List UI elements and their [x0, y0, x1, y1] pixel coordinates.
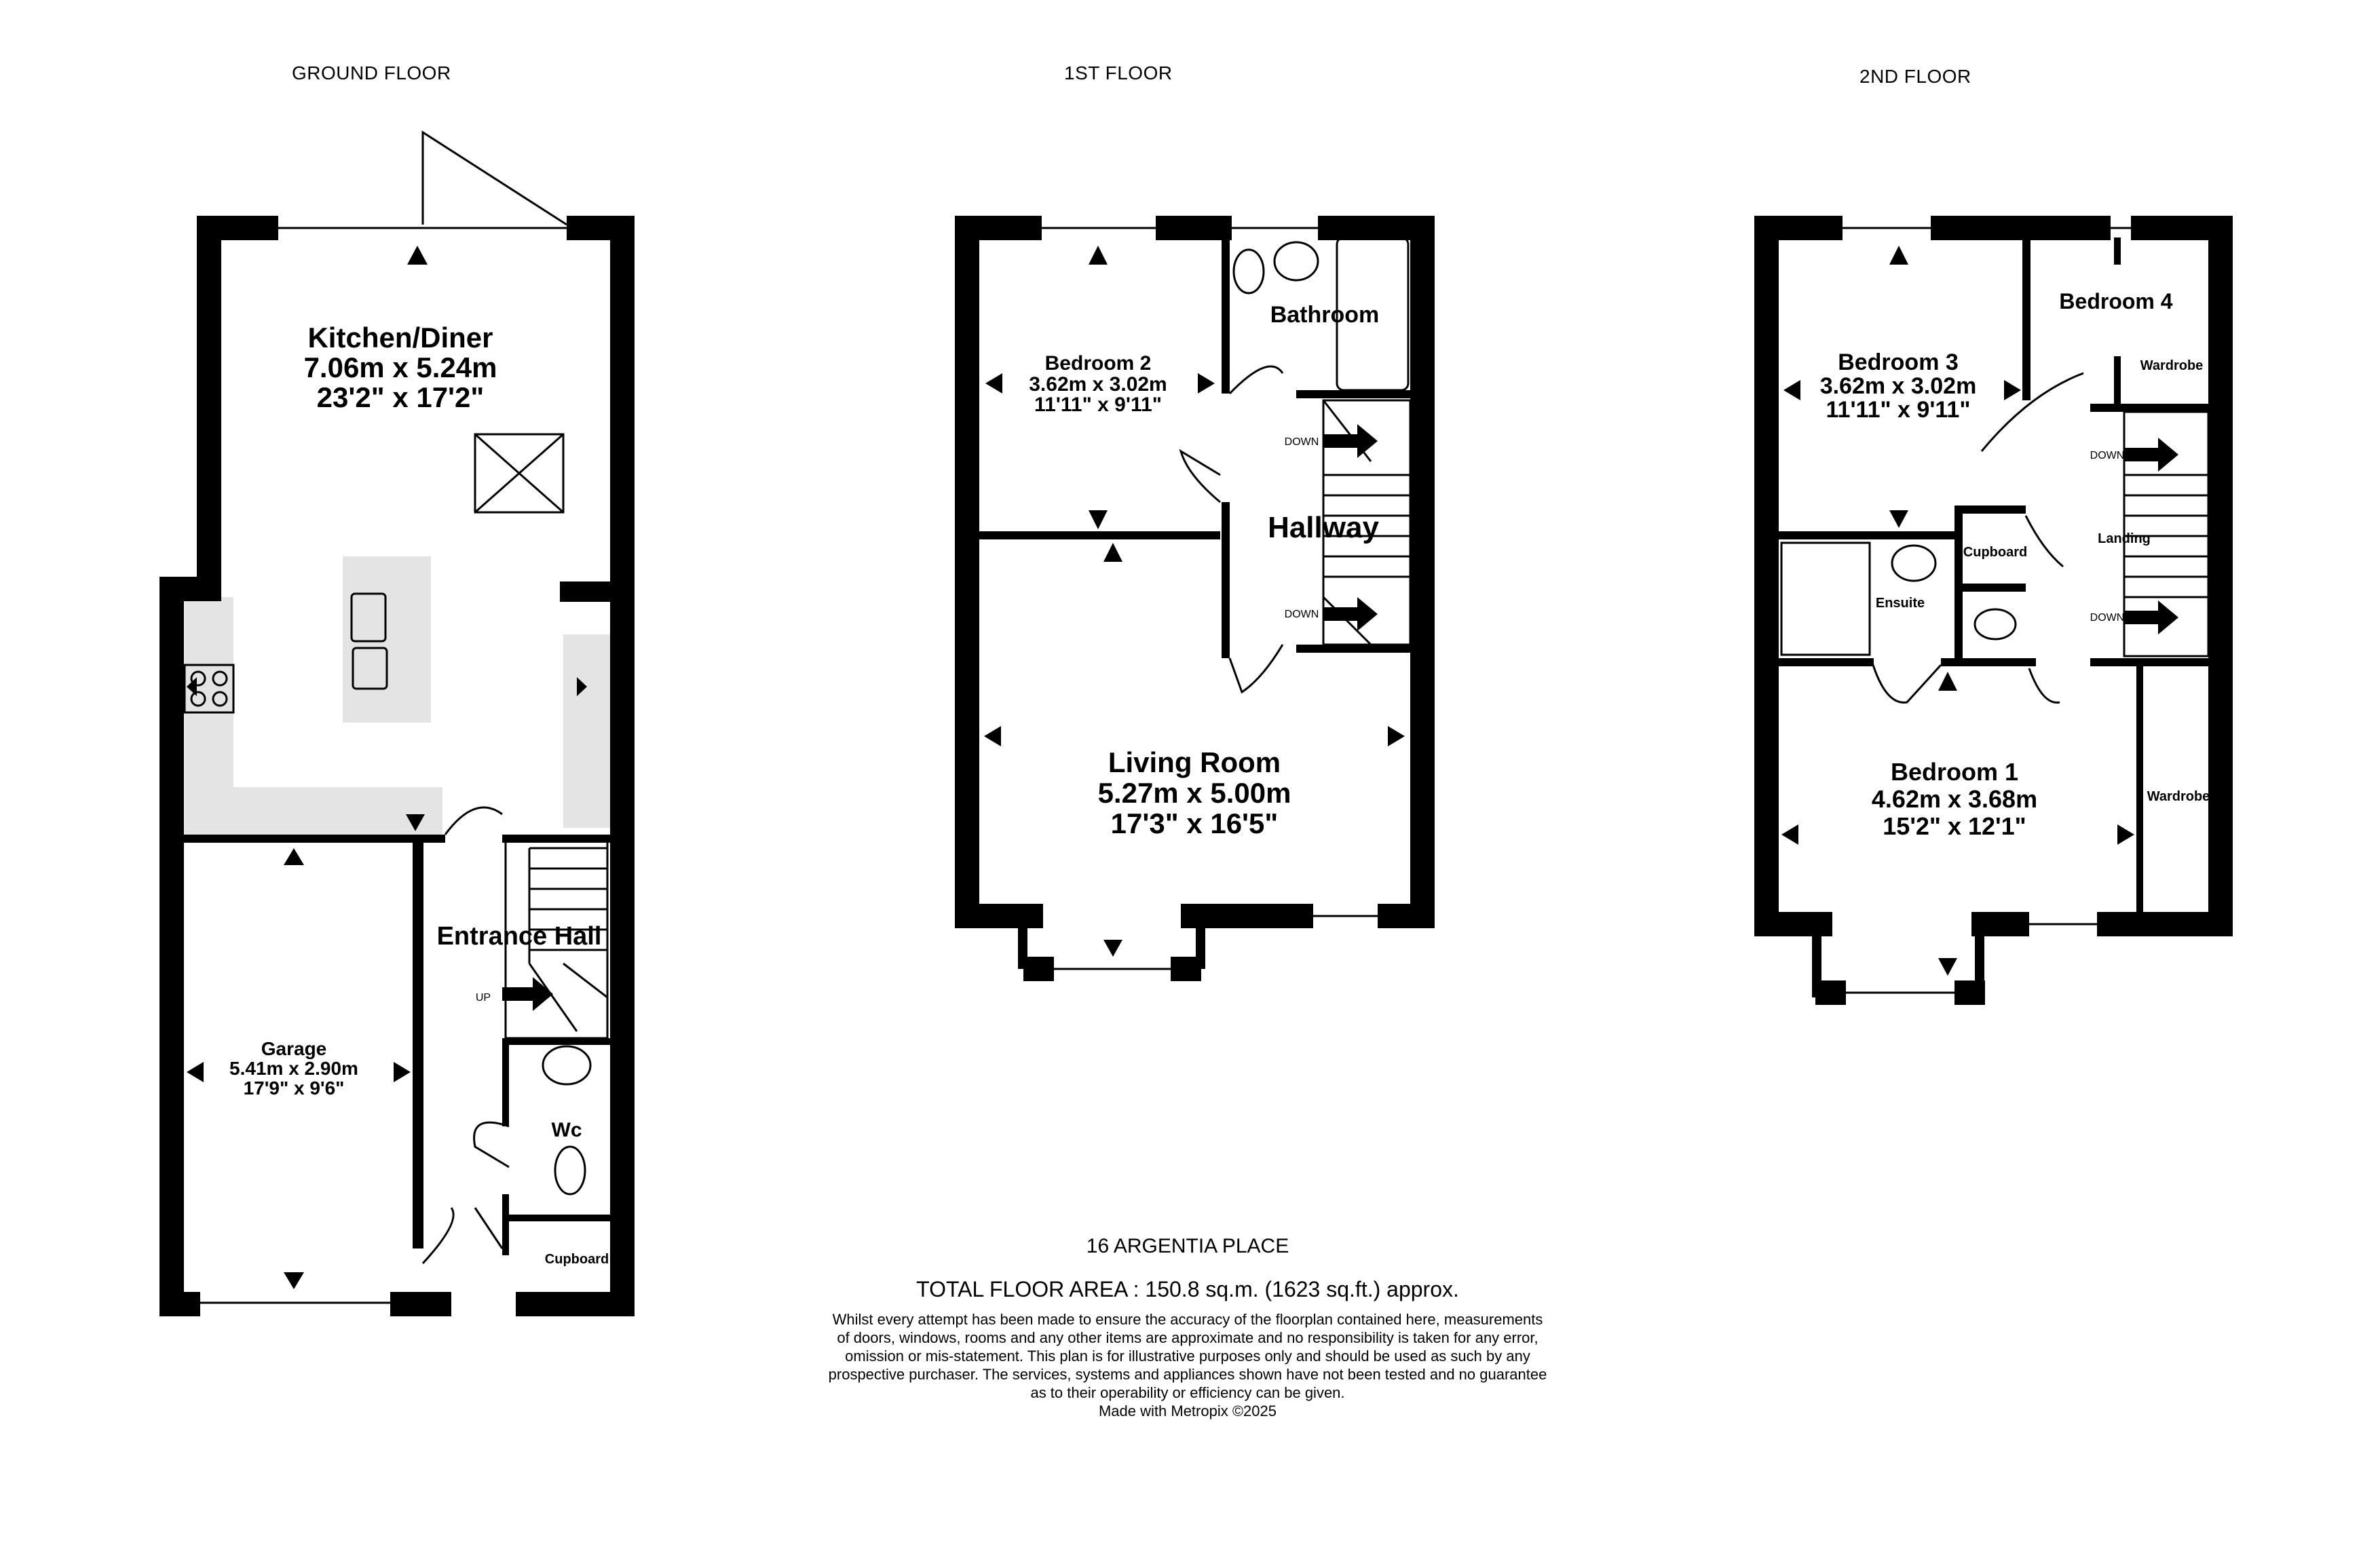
bedroom2-metric: 3.62m x 3.02m — [1029, 373, 1167, 396]
bedroom3-name: Bedroom 3 — [1838, 349, 1959, 375]
landing-name: Landing — [2098, 531, 2151, 546]
kitchen-worktop-bottom — [185, 787, 442, 836]
garage-name: Garage — [261, 1038, 327, 1059]
second-stair-down-bottom: DOWN — [2090, 612, 2125, 624]
first-stair-down-bottom: DOWN — [1284, 609, 1319, 620]
first-basin-icon — [1274, 242, 1318, 280]
garage-imperial: 17'9" x 9'6" — [243, 1077, 345, 1099]
hallway-name: Hallway — [1268, 511, 1379, 544]
property-address: 16 ARGENTIA PLACE — [1086, 1235, 1289, 1257]
ensuite-toilet-icon — [1975, 609, 2016, 639]
living-metric: 5.27m x 5.00m — [1097, 777, 1291, 809]
disclaimer-line: as to their operability or efficiency can be given. — [1030, 1384, 1345, 1401]
kitchen-imperial: 23'2" x 17'2" — [316, 381, 485, 413]
bedroom4-name: Bedroom 4 — [2059, 289, 2173, 313]
wardrobe-top-name: Wardrobe — [2140, 358, 2204, 373]
bedroom1-name: Bedroom 1 — [1890, 758, 2019, 786]
wc-name: Wc — [551, 1119, 582, 1141]
bedroom1-imperial: 15'2" x 12'1" — [1883, 812, 2026, 840]
disclaimer-line: of doors, windows, rooms and any other items are approximate and no responsibility is taken for any error, — [837, 1329, 1538, 1346]
first-floor-title: 1ST FLOOR — [1064, 62, 1173, 83]
garage-metric: 5.41m x 2.90m — [229, 1058, 358, 1079]
entrance-hall-name: Entrance Hall — [436, 922, 602, 951]
kitchen-name: Kitchen/Diner — [307, 322, 493, 354]
metropix-credit: Made with Metropix ©2025 — [1098, 1403, 1277, 1419]
bedroom2-imperial: 11'11" x 9'11" — [1034, 394, 1162, 416]
ground-floor-plan — [159, 132, 635, 1316]
second-stair-down-top: DOWN — [2090, 450, 2125, 461]
total-floor-area: TOTAL FLOOR AREA : 150.8 sq.m. (1623 sq.ft.) approx. — [916, 1277, 1459, 1301]
kitchen-island — [343, 556, 431, 723]
bedroom1-metric: 4.62m x 3.68m — [1871, 785, 2038, 813]
disclaimer-line: Whilst every attempt has been made to ensure the accuracy of the floorplan contained here, measurements — [832, 1311, 1543, 1328]
shower-icon — [1781, 543, 1870, 655]
stair-up-label: UP — [475, 992, 491, 1004]
plan-footer — [747, 1235, 1629, 1420]
ensuite-name: Ensuite — [1875, 596, 1925, 611]
bedroom3-metric: 3.62m x 3.02m — [1819, 373, 1977, 399]
disclaimer — [747, 1310, 1629, 1420]
disclaimer-line: prospective purchaser. The services, systems and appliances shown have not been tested and no guarantee — [828, 1366, 1547, 1383]
disclaimer-line: omission or mis-statement. This plan is for illustrative purposes only and should be used as such by any — [845, 1348, 1530, 1365]
bedroom3-imperial: 11'11" x 9'11" — [1826, 397, 1971, 423]
wardrobe-side-name: Wardrobe — [2147, 789, 2210, 804]
ground-floor-title: GROUND FLOOR — [292, 62, 451, 83]
second-floor-plan — [1754, 216, 2233, 1005]
kitchen-worktop-right — [563, 634, 612, 828]
first-toilet-icon — [1234, 250, 1264, 293]
first-floor-plan — [955, 216, 1435, 981]
bathroom-name: Bathroom — [1270, 302, 1380, 328]
kitchen-metric: 7.06m x 5.24m — [303, 351, 497, 383]
living-imperial: 17'3" x 16'5" — [1110, 807, 1279, 839]
first-stair-down-top: DOWN — [1284, 436, 1319, 448]
ensuite-basin-icon — [1892, 546, 1935, 581]
washbasin-icon — [543, 1046, 590, 1084]
living-name: Living Room — [1108, 746, 1281, 778]
second-cupboard-name: Cupboard — [1963, 545, 2028, 560]
toilet-icon — [555, 1147, 585, 1194]
skylight-icon — [475, 434, 563, 512]
bedroom2-name: Bedroom 2 — [1044, 352, 1152, 375]
second-floor-title: 2ND FLOOR — [1859, 66, 1971, 87]
ground-cupboard-name: Cupboard — [544, 1252, 609, 1267]
